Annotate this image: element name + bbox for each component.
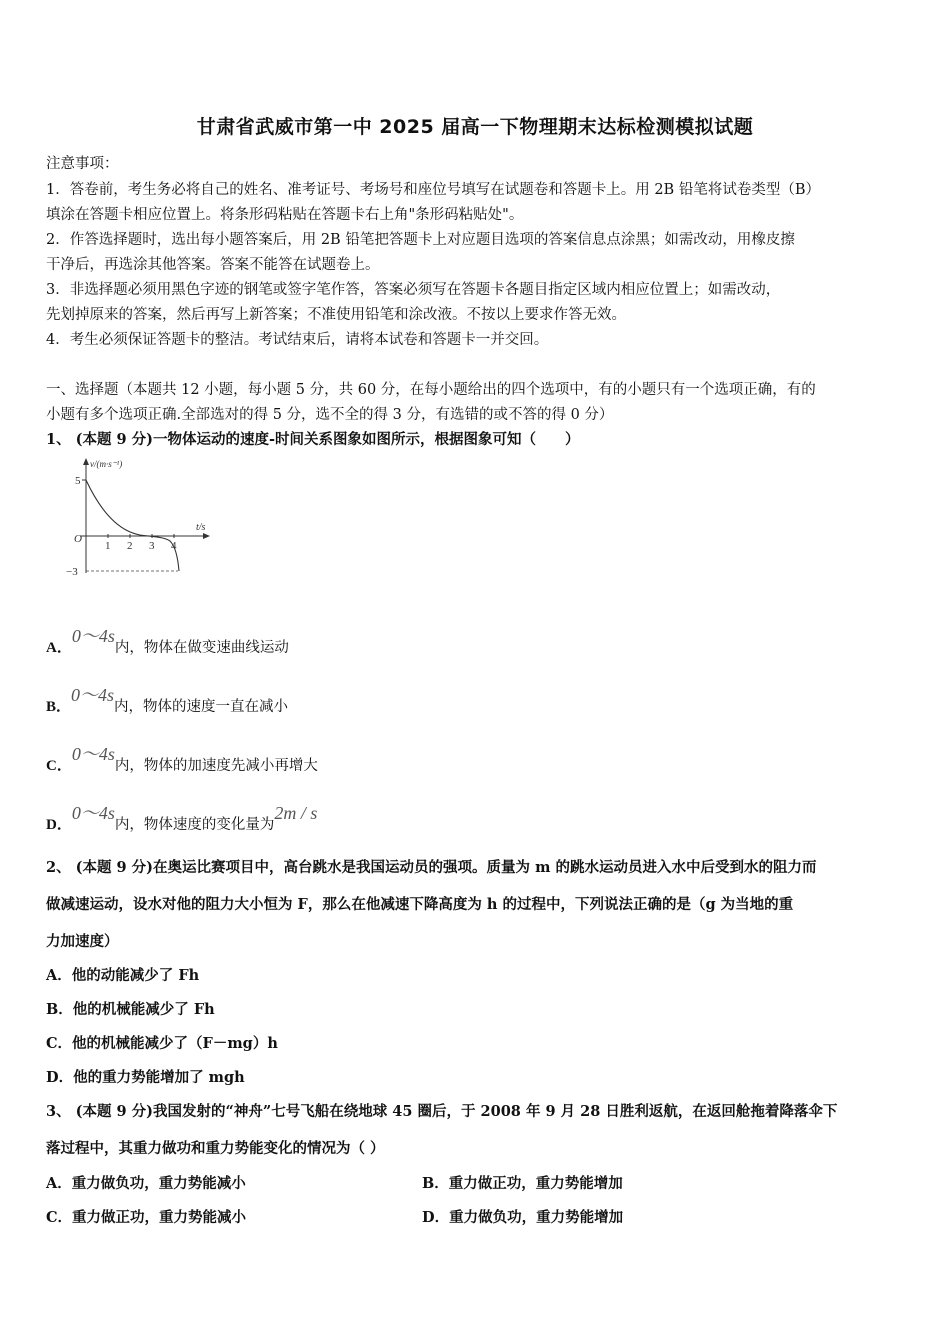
math-expression: 0～4s (71, 803, 115, 823)
q2-option-d[interactable] (46, 1066, 906, 1087)
x-tick-4: 4 (171, 540, 177, 552)
option-letter: B． (46, 699, 72, 715)
option-text: 他的动能减少了 Fh (71, 967, 200, 984)
x-axis-label: t/s (196, 522, 206, 533)
q2-option-a[interactable] (46, 964, 906, 985)
y-axis-label: v/(m·s⁻¹) (90, 459, 123, 469)
notice-heading: 注意事项： (46, 156, 119, 172)
option-text: 重力做正功，重力势能增加 (448, 1175, 623, 1192)
option-letter: A． (46, 967, 72, 984)
option-text: 他的机械能减少了 Fh (72, 1001, 215, 1018)
math-expression: 0～4s (71, 626, 115, 646)
option-letter: A． (46, 1175, 72, 1192)
option-text: 重力做负功，重力势能增加 (449, 1209, 624, 1226)
notice-item-1a: 1．答卷前，考生务必将自己的姓名、准考证号、考场号和座位号填写在试题卷和答题卡上。用 2B 铅笔将试卷类型（B） (46, 182, 820, 198)
x-axis-arrow (203, 533, 210, 539)
x-tick-3: 3 (149, 540, 155, 552)
option-text: 重力做正功，重力势能减小 (72, 1209, 247, 1226)
option-letter: C． (46, 758, 72, 774)
option-letter: B． (422, 1175, 449, 1192)
math-expression: 0～4s (71, 685, 115, 705)
q1-stem: 1、 (本题 9 分)一物体运动的速度-时间关系图象如图所示，根据图象可知（ ） (46, 431, 580, 448)
q1-option-d[interactable] (46, 803, 906, 835)
q2-stem-line-2: 做减速运动，设水对他的阻力大小恒为 F，那么在他减速下降高度为 h 的过程中，下列说法正确的是（g 为当地的重 (46, 896, 794, 913)
q3-option-a[interactable] (46, 1175, 246, 1192)
option-letter: D． (46, 817, 72, 833)
x-tick-2: 2 (127, 540, 133, 552)
vt-curve (86, 480, 179, 571)
y-tick-5: 5 (75, 475, 81, 487)
section-header-2: 小题有多个选项正确.全部选对的得 5 分，选不全的得 3 分，有选错的或不答的得 0 分） (46, 407, 614, 423)
q2-option-b[interactable] (46, 998, 906, 1019)
option-letter: D． (46, 1069, 74, 1086)
page-title: 甘肃省武威市第一中 2025 届高一下物理期末达标检测模拟试题 (196, 116, 754, 138)
notice-item-2a: 2．作答选择题时，选出每小题答案后，用 2B 铅笔把答题卡上对应题目选项的答案信息点涂黑；如需改动，用橡皮擦 (46, 232, 795, 248)
section-header-1: 一、选择题（本题共 12 小题，每小题 5 分，共 60 分，在每小题给出的四个选项中，有的小题只有一个选项正确，有的 (46, 382, 816, 398)
option-text: 内，物体在做变速曲线运动 (114, 640, 289, 656)
q2-option-c[interactable] (46, 1032, 906, 1053)
option-text: 重力做负功，重力势能减小 (71, 1175, 246, 1192)
q1-option-c[interactable] (46, 744, 906, 776)
q2-stem-line-1: 2、 (本题 9 分)在奥运比赛项目中，高台跳水是我国运动员的强项。质量为 m 的跳水运动员进入水中后受到水的阻力而 (46, 859, 817, 876)
option-text: 他的重力势能增加了 mgh (73, 1069, 245, 1086)
q3-stem-line-2: 落过程中，其重力做功和重力势能变化的情况为（ ） (46, 1140, 385, 1157)
math-expression: 2m / s (274, 803, 318, 823)
vt-graph (60, 455, 220, 580)
q3-options-row-1 (46, 1172, 906, 1193)
y-tick-neg3: −3 (66, 566, 78, 578)
option-letter: C． (46, 1035, 73, 1052)
x-tick-1: 1 (105, 540, 111, 552)
q1-option-b[interactable] (46, 685, 906, 717)
option-text: 内，物体速度的变化量为 (114, 817, 275, 833)
notice-item-4: 4．考生必须保证答题卡的整洁。考试结束后，请将本试卷和答题卡一并交回。 (46, 332, 549, 348)
option-letter: C． (46, 1209, 73, 1226)
notice-item-3a: 3．非选择题必须用黑色字迹的钢笔或签字笔作答，答案必须写在答题卡各题目指定区域内相应位置上；如需改动， (46, 282, 781, 298)
q2-stem-line-3: 力加速度） (46, 933, 119, 950)
q3-stem-line-1: 3、 (本题 9 分)我国发射的“神舟”七号飞船在绕地球 45 圈后，于 2008 年 9 月 28 日胜利返航，在返回舱拖着降落伞下 (46, 1103, 838, 1120)
q3-option-c[interactable] (46, 1209, 246, 1226)
option-text: 内，物体的加速度先减小再增大 (114, 758, 318, 774)
notice-item-3b: 先划掉原来的答案，然后再写上新答案；不准使用铅笔和涂改液。不按以上要求作答无效。 (46, 307, 626, 323)
y-axis-arrow (83, 458, 89, 465)
option-text: 他的机械能减少了（F－mg）h (72, 1035, 278, 1052)
notice-item-1b: 填涂在答题卡相应位置上。将条形码粘贴在答题卡右上角"条形码粘贴处"。 (46, 207, 524, 223)
q3-options-row-2 (46, 1206, 906, 1227)
option-letter: D． (422, 1209, 450, 1226)
q3-option-d[interactable] (422, 1206, 623, 1227)
q1-option-a[interactable] (46, 626, 906, 658)
option-letter: A． (46, 640, 72, 656)
option-letter: B． (46, 1001, 73, 1018)
notice-item-2b: 干净后，再选涂其他答案。答案不能答在试题卷上。 (46, 257, 380, 273)
math-expression: 0～4s (71, 744, 115, 764)
option-text: 内，物体的速度一直在减小 (114, 699, 289, 715)
q3-option-b[interactable] (422, 1172, 623, 1193)
origin-label: O (74, 533, 82, 545)
